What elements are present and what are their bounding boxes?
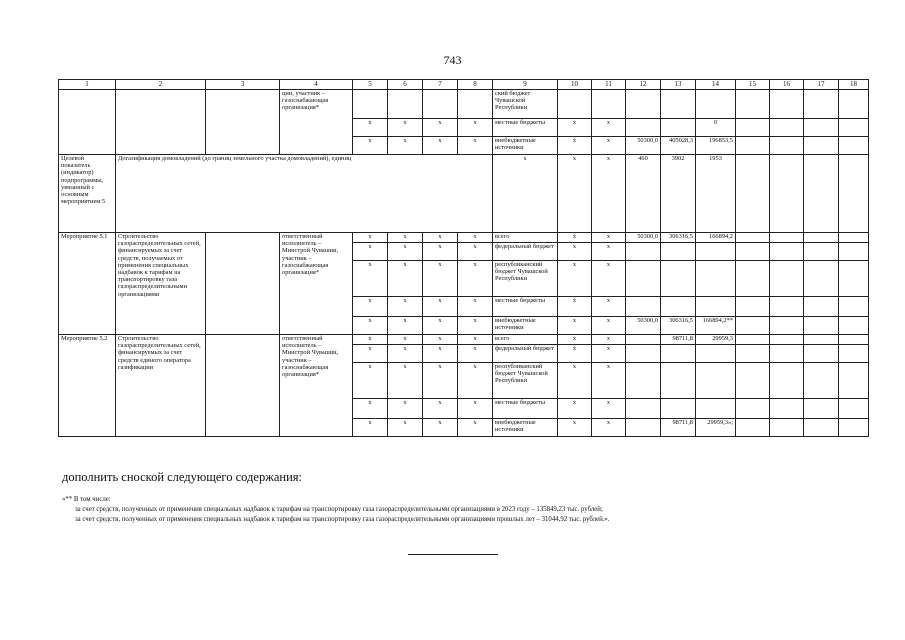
header-cell: 14 xyxy=(696,80,736,90)
header-row xyxy=(59,80,869,90)
indicator-row: Целевой показатель (индикатор) подпрограммы, увязанный с основным мероприятием 5 Догазификация домовладений (до границ земельного участка домовладений), единиц x x x 460 3902 1953 xyxy=(59,155,869,233)
table-row: Мероприятие 5.2 Строительство газораспределительных сетей, финансируемых за счет средств единого оператора газификации ответственный исполнитель – Минстрой Чувашии, участник – газоснабжающая организация* x x x x всего x x 98711,8 29959,3 xyxy=(59,335,869,345)
funding-source: внебюджетные источники xyxy=(493,137,558,155)
header-cell: 11 xyxy=(592,80,626,90)
table-row: x x x x республиканский бюджет Чувашской Республики x x xyxy=(59,261,869,297)
funding-source: ский бюджет Чувашской Республики xyxy=(493,90,558,119)
measure-name: Строительство газораспределительных сетей, финансируемых за счет средств, получаемых от применения специальных надбавок к тарифам на транспортировку газа газораспределительными организациями xyxy=(116,233,206,335)
header-cell: 1 xyxy=(59,80,116,90)
page-number: 743 xyxy=(443,53,462,67)
table-row: Мероприятие 5.1 Строительство газораспределительных сетей, финансируемых за счет средств, получаемых от применения специальных надбавок к тарифам на транспортировку газа газораспределительными организациями ответственный исполнитель – Минстрой Чувашии, участник – газоснабжающая организация* x x x x всего x x 50300,0 306316,5 166894,2 xyxy=(59,233,869,243)
table-row: x x x x федеральный бюджет x x xyxy=(59,243,869,261)
indicator-text: Догазификация домовладений (до границ земельного участка домовладений), единиц xyxy=(116,155,493,233)
header-cell: 5 xyxy=(353,80,388,90)
table-row: x x x x внебюджетные источники x x 50300,0 306316,5 166894,2** xyxy=(59,317,869,335)
footnote-title: «** В том числе: xyxy=(62,496,111,503)
table-row: x x x x внебюджетные источники x x 98711,8 29959,3»; xyxy=(59,419,869,437)
table-row: x x x x федеральный бюджет x x xyxy=(59,345,869,363)
table-row: x x x x местные бюджеты x x xyxy=(59,297,869,317)
header-cell: 2 xyxy=(116,80,206,90)
table-row xyxy=(59,90,869,119)
measure-responsible: ответственный исполнитель – Минстрой Чувашии, участник – газоснабжающая организация* xyxy=(280,335,353,437)
header-cell: 3 xyxy=(206,80,280,90)
indicator-label: Целевой показатель (индикатор) подпрограммы, увязанный с основным мероприятием 5 xyxy=(59,155,116,233)
header-cell: 13 xyxy=(661,80,696,90)
header-cell: 9 xyxy=(493,80,558,90)
amendment-intro: дополнить сноской следующего содержания: xyxy=(62,470,303,484)
footnote-line: за счет средств, полученных от применения специальных надбавок к тарифам на транспортировку газа газораспределительными организациями прошлых лет – 31044,92 тыс. рублей.». xyxy=(75,516,610,523)
table-row: x x x x внебюджетные источники x x 50300,0 405028,3 196853,5 xyxy=(59,137,869,155)
table-row: x x x x местные бюджеты x x xyxy=(59,399,869,419)
program-table xyxy=(58,79,869,437)
header-cell: 18 xyxy=(839,80,869,90)
measure-label: Мероприятие 5.1 xyxy=(59,233,116,335)
measure-name: Строительство газораспределительных сетей, финансируемых за счет средств единого оператора газификации xyxy=(116,335,206,437)
responsible-cell: ции, участник – газоснабжающая организация* xyxy=(280,90,353,155)
header-cell: 6 xyxy=(388,80,423,90)
header-cell: 17 xyxy=(804,80,839,90)
header-cell: 7 xyxy=(423,80,458,90)
header-cell: 8 xyxy=(458,80,493,90)
header-cell: 10 xyxy=(558,80,592,90)
header-cell: 16 xyxy=(770,80,804,90)
table-row: x x x x местные бюджеты x x 0 xyxy=(59,119,869,137)
header-cell: 12 xyxy=(626,80,661,90)
header-cell: 4 xyxy=(280,80,353,90)
end-rule xyxy=(408,554,498,555)
header-cell: 15 xyxy=(736,80,770,90)
measure-responsible: ответственный исполнитель – Минстрой Чувашии, участник – газоснабжающая организация* xyxy=(280,233,353,335)
table-row: x x x x республиканский бюджет Чувашской Республики x x xyxy=(59,363,869,399)
funding-source: местные бюджеты xyxy=(493,119,558,137)
measure-label: Мероприятие 5.2 xyxy=(59,335,116,437)
footnote-line: за счет средств, полученных от применения специальных надбавок к тарифам на транспортировку газа газораспределительными организациями в 2023 году – 135849,23 тыс. рублей; xyxy=(75,506,603,513)
